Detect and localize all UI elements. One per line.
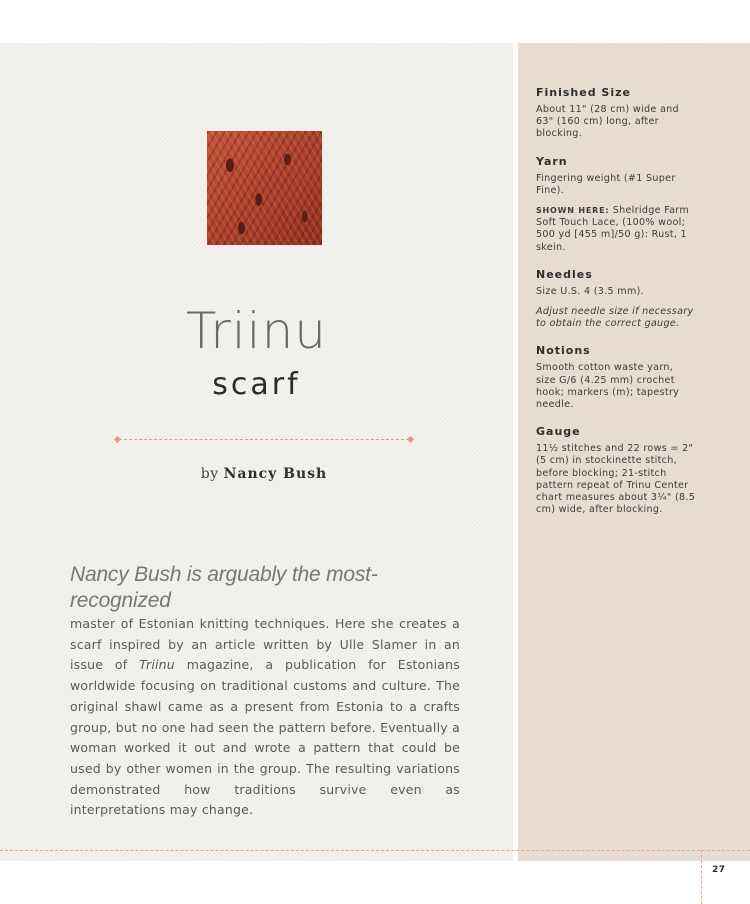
spec-note: Adjust needle size if necessary to obtain the correct gauge. — [536, 306, 694, 330]
intro-lead: Nancy Bush is arguably the most-recognized — [70, 563, 378, 612]
byline — [0, 466, 528, 482]
spec-heading: Yarn — [536, 154, 568, 168]
spec-text: Smooth cotton waste yarn, size G/6 (4.25 mm) crochet hook; markers (m); tapestry needle. — [536, 362, 680, 411]
spec-text: Size U.S. 4 (3.5 mm). — [536, 285, 644, 297]
pattern-title: Triinu — [186, 302, 327, 360]
diamond-icon — [407, 436, 414, 443]
spec-heading: Gauge — [536, 425, 581, 439]
intro-paragraph — [70, 562, 460, 821]
footer-dashed-rule — [0, 850, 750, 851]
decorative-divider — [115, 436, 413, 444]
shown-here-label: SHOWN HERE: — [536, 206, 610, 216]
footer-dashed-divider — [701, 850, 702, 904]
lace-swatch-photo — [207, 131, 322, 245]
byline-prefix: by — [200, 466, 219, 482]
spec-yarn — [536, 155, 696, 254]
spec-heading: Notions — [536, 344, 591, 358]
shown-here-detail: Shelridge Farm Soft Touch Lace, (100% wool; 500 yd [455 m]/50 g): Rust, 1 skein. — [536, 205, 690, 253]
spec-notions — [536, 344, 696, 411]
spec-heading: Needles — [536, 267, 593, 281]
shown-here-text — [536, 205, 696, 254]
spec-heading: Finished Size — [536, 86, 631, 99]
spec-gauge — [536, 425, 696, 516]
spec-text: Fingering weight (#1 Super Fine). — [536, 172, 676, 196]
pattern-specs — [536, 86, 696, 530]
intro-body-part-2: magazine, a publication for Estonians worldwide focusing on traditional customs and culture. The original shawl came as a present from Estonia to a crafts group, but no one had seen the pattern before. Eventually a woman worked it out and wrote a pattern that could be used by other women in the group. The resulting variations demonstrated how traditions survive even as interpretations may change. — [70, 657, 460, 818]
spec-text: About 11" (28 cm) wide and 63" (160 cm) long, after blocking. — [536, 104, 679, 140]
spec-needles — [536, 268, 696, 331]
author-name: Nancy Bush — [223, 466, 328, 482]
magazine-name: Triinu — [139, 657, 175, 673]
page-number: 27 — [712, 865, 726, 875]
spec-text: 11½ stitches and 22 rows = 2" (5 cm) in stockinette stitch, before blocking; 21-stitch pattern repeat of Trinu Center chart measures about 3¼" (8.5 cm) wide, after blocking. — [536, 443, 696, 516]
spec-finished-size — [536, 86, 696, 141]
pattern-subtitle: scarf — [212, 367, 301, 402]
dashed-line — [119, 439, 409, 440]
intro-body — [70, 614, 460, 821]
intro-body-part-1: master of Estonian knitting techniques. Here she creates a scarf inspired by an article written by Ulle Slamer in an issue of — [70, 616, 460, 673]
